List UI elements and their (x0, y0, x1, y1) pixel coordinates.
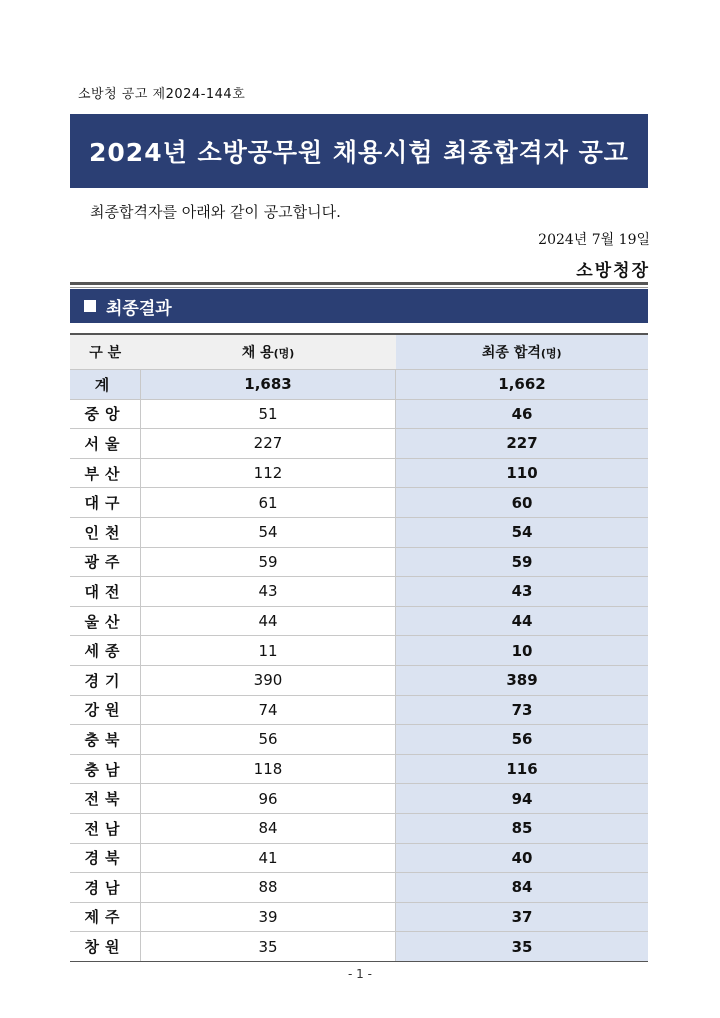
region-cell: 전북 (70, 784, 141, 814)
table-row (70, 695, 648, 725)
region-cell: 경기 (70, 665, 141, 695)
hired-cell: 51 (141, 399, 396, 429)
region-cell: 충북 (70, 725, 141, 755)
region-cell: 서울 (70, 429, 141, 459)
table-row (70, 725, 648, 755)
region-cell: 인천 (70, 517, 141, 547)
passed-cell: 59 (396, 547, 649, 577)
table-row (70, 458, 648, 488)
region-cell: 울산 (70, 606, 141, 636)
hired-cell: 118 (141, 754, 396, 784)
region-cell: 경남 (70, 873, 141, 903)
divider-thin (70, 287, 648, 288)
document-title-text: 2024년 소방공무원 채용시험 최종합격자 공고 (89, 138, 629, 167)
table-row (70, 399, 648, 429)
table-row (70, 429, 648, 459)
section-title: 최종결과 (106, 298, 172, 319)
table-row (70, 813, 648, 843)
hired-cell: 227 (141, 429, 396, 459)
divider (70, 282, 648, 285)
passed-cell: 35 (396, 932, 649, 962)
table-total-row (70, 370, 648, 400)
hired-cell: 88 (141, 873, 396, 903)
intro-text: 최종합격자를 아래와 같이 공고합니다. (90, 203, 341, 221)
passed-cell: 56 (396, 725, 649, 755)
passed-cell: 85 (396, 813, 649, 843)
results-table (70, 333, 648, 962)
header-hired: 채 용(명) (141, 334, 396, 370)
passed-cell: 94 (396, 784, 649, 814)
hired-cell: 59 (141, 547, 396, 577)
hired-cell: 112 (141, 458, 396, 488)
table-row (70, 754, 648, 784)
issuer: 소방청장 (576, 261, 650, 281)
passed-cell: 44 (396, 606, 649, 636)
passed-cell: 227 (396, 429, 649, 459)
table-row (70, 606, 648, 636)
passed-cell: 37 (396, 902, 649, 932)
table-row (70, 577, 648, 607)
region-cell: 충남 (70, 754, 141, 784)
passed-cell: 54 (396, 517, 649, 547)
hired-cell: 11 (141, 636, 396, 666)
hired-cell: 54 (141, 517, 396, 547)
notice-date: 2024년 7월 19일 (538, 232, 650, 248)
region-cell: 제주 (70, 902, 141, 932)
hired-cell: 43 (141, 577, 396, 607)
passed-cell: 84 (396, 873, 649, 903)
hired-cell: 84 (141, 813, 396, 843)
region-cell: 경북 (70, 843, 141, 873)
table-row (70, 547, 648, 577)
header-passed: 최종 합격(명) (396, 334, 649, 370)
table-header-row (70, 334, 648, 370)
table-row (70, 665, 648, 695)
region-cell: 강원 (70, 695, 141, 725)
hired-cell: 39 (141, 902, 396, 932)
passed-cell: 389 (396, 665, 649, 695)
region-cell: 광주 (70, 547, 141, 577)
hired-cell: 44 (141, 606, 396, 636)
passed-cell: 110 (396, 458, 649, 488)
passed-cell: 46 (396, 399, 649, 429)
total-passed: 1,662 (396, 370, 649, 400)
passed-cell: 40 (396, 843, 649, 873)
hired-cell: 41 (141, 843, 396, 873)
table-row (70, 517, 648, 547)
square-bullet-icon (84, 300, 96, 312)
header-region: 구 분 (70, 334, 141, 370)
passed-cell: 73 (396, 695, 649, 725)
region-cell: 세종 (70, 636, 141, 666)
passed-cell: 60 (396, 488, 649, 518)
table-row (70, 488, 648, 518)
hired-cell: 61 (141, 488, 396, 518)
region-cell: 대구 (70, 488, 141, 518)
region-cell: 전남 (70, 813, 141, 843)
region-cell: 창원 (70, 932, 141, 962)
table-row (70, 873, 648, 903)
total-hired: 1,683 (141, 370, 396, 400)
hired-cell: 35 (141, 932, 396, 962)
region-cell: 부산 (70, 458, 141, 488)
notice-number: 소방청 공고 제2024-144호 (78, 87, 246, 102)
passed-cell: 10 (396, 636, 649, 666)
region-cell: 대전 (70, 577, 141, 607)
hired-cell: 56 (141, 725, 396, 755)
hired-cell: 96 (141, 784, 396, 814)
passed-cell: 43 (396, 577, 649, 607)
section-header (70, 289, 648, 323)
passed-cell: 116 (396, 754, 649, 784)
table-row (70, 843, 648, 873)
table-row (70, 902, 648, 932)
region-cell: 중앙 (70, 399, 141, 429)
hired-cell: 390 (141, 665, 396, 695)
table-row (70, 636, 648, 666)
hired-cell: 74 (141, 695, 396, 725)
document-title (70, 114, 648, 188)
page-number: - 1 - (348, 967, 372, 981)
total-label: 계 (70, 370, 141, 400)
table-row (70, 784, 648, 814)
table-row (70, 932, 648, 962)
